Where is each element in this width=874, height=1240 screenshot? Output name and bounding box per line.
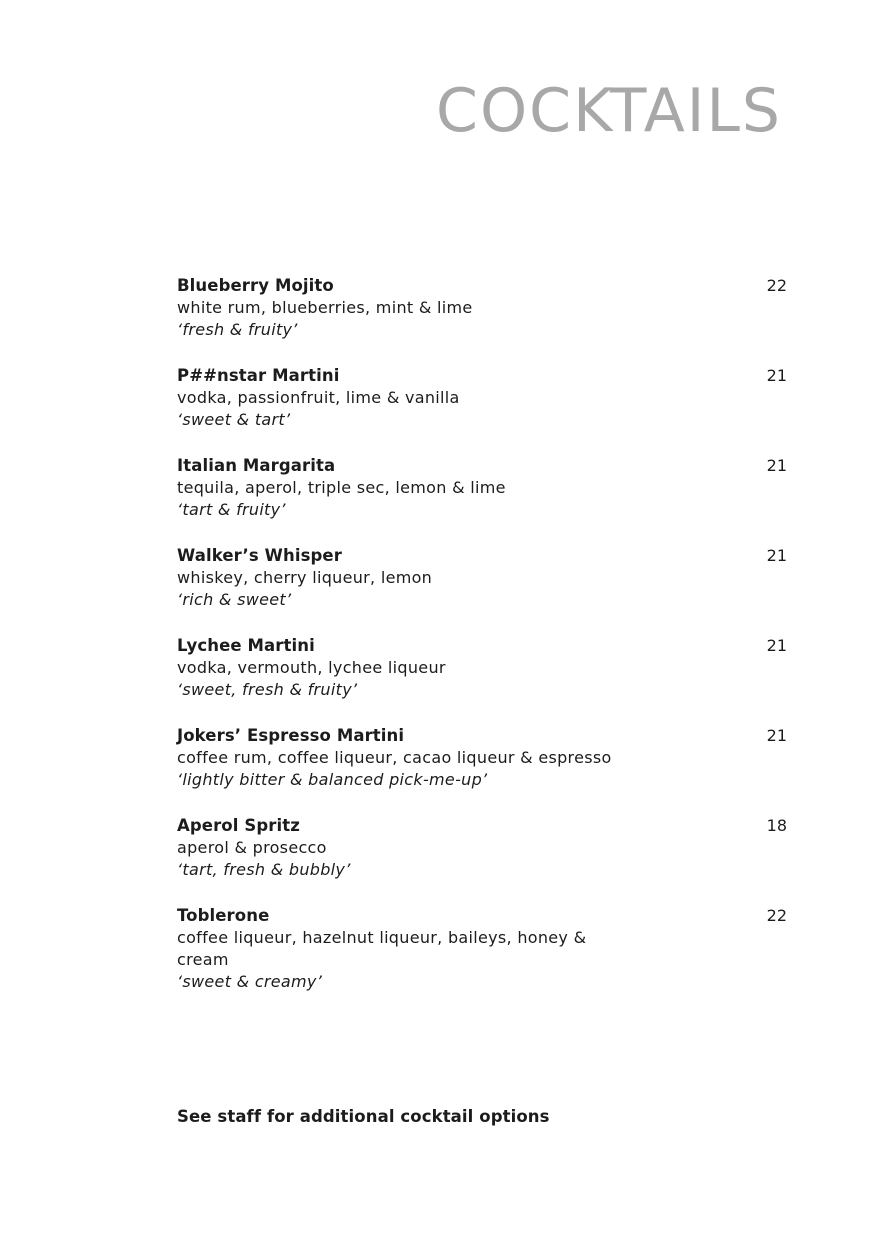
item-price: 22 xyxy=(766,906,787,925)
item-description: vodka, vermouth, lychee liqueur xyxy=(177,658,446,677)
item-price: 22 xyxy=(766,276,787,295)
item-tasting-note: ‘sweet & tart’ xyxy=(177,410,291,429)
item-price: 21 xyxy=(766,726,787,745)
item-price: 21 xyxy=(766,456,787,475)
item-description: coffee rum, coffee liqueur, cacao liqueur & espresso xyxy=(177,748,612,767)
item-name: Walker’s Whisper xyxy=(177,546,342,565)
item-price: 21 xyxy=(766,546,787,565)
item-description: vodka, passionfruit, lime & vanilla xyxy=(177,388,460,407)
page-title: COCKTAILS xyxy=(436,76,782,146)
menu-item xyxy=(177,545,787,635)
item-tasting-note: ‘tart & fruity’ xyxy=(177,500,286,519)
item-tasting-note: ‘tart, fresh & bubbly’ xyxy=(177,860,351,879)
item-description: coffee liqueur, hazelnut liqueur, baileys, honey & cream xyxy=(177,928,587,969)
item-tasting-note: ‘sweet & creamy’ xyxy=(177,972,323,991)
item-name: Aperol Spritz xyxy=(177,816,300,835)
item-description: whiskey, cherry liqueur, lemon xyxy=(177,568,433,587)
menu-item xyxy=(177,365,787,455)
item-name: P##nstar Martini xyxy=(177,366,340,385)
item-description: tequila, aperol, triple sec, lemon & lime xyxy=(177,478,506,497)
item-price: 21 xyxy=(766,366,787,385)
item-name: Italian Margarita xyxy=(177,456,336,475)
menu-item xyxy=(177,905,787,1017)
item-description: white rum, blueberries, mint & lime xyxy=(177,298,473,317)
item-name: Lychee Martini xyxy=(177,636,315,655)
cocktail-list xyxy=(177,275,787,1017)
menu-item xyxy=(177,815,787,905)
item-price: 21 xyxy=(766,636,787,655)
item-name: Blueberry Mojito xyxy=(177,276,334,295)
menu-item xyxy=(177,635,787,725)
item-name: Jokers’ Espresso Martini xyxy=(177,726,405,745)
menu-item xyxy=(177,455,787,545)
item-name: Toblerone xyxy=(177,906,270,925)
item-tasting-note: ‘lightly bitter & balanced pick-me-up’ xyxy=(177,770,488,789)
menu-item xyxy=(177,275,787,365)
item-description: aperol & prosecco xyxy=(177,838,327,857)
footer-note: See staff for additional cocktail options xyxy=(177,1107,550,1126)
item-tasting-note: ‘sweet, fresh & fruity’ xyxy=(177,680,358,699)
item-price: 18 xyxy=(766,816,787,835)
item-tasting-note: ‘fresh & fruity’ xyxy=(177,320,298,339)
menu-item xyxy=(177,725,787,815)
item-tasting-note: ‘rich & sweet’ xyxy=(177,590,292,609)
